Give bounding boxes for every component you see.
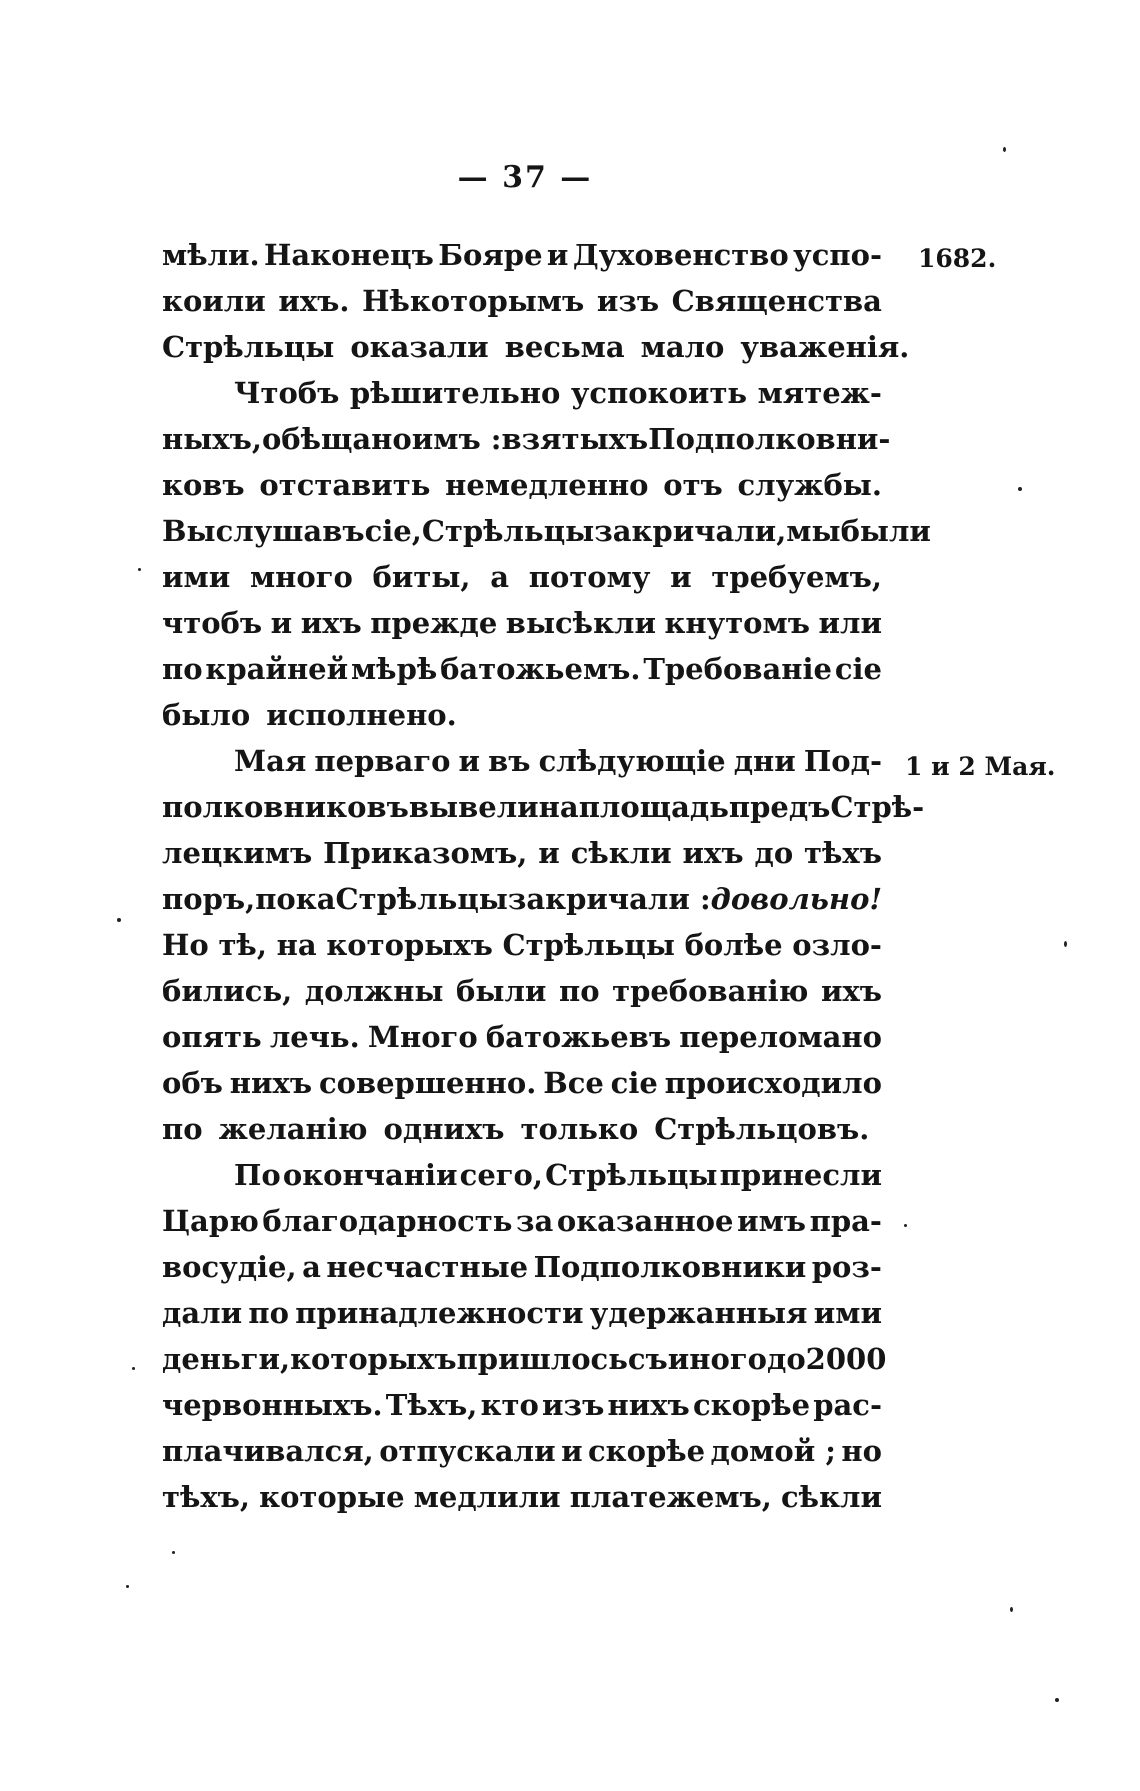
text-line: ныхъ, обѣщано имъ : взятыхъ Подполковни- — [162, 422, 891, 456]
text-line: полковниковъ вывели на площадь предъ Стрѣ- — [162, 790, 925, 824]
text-line: было исполнено. — [162, 698, 457, 732]
text-line: восудіе, а несчастные Подполковники роз- — [162, 1250, 882, 1284]
text-line: по желанію однихъ только Стрѣльцовъ. — [162, 1112, 870, 1146]
scan-speck — [138, 568, 141, 571]
text-line: Выслушавъ сіе, Стрѣльцы закричали, мы были — [162, 514, 931, 548]
text-line: Но тѣ, на которыхъ Стрѣльцы болѣе озло- — [162, 928, 882, 962]
scan-speck — [172, 1551, 175, 1554]
scan-speck — [1055, 1698, 1059, 1702]
scan-speck — [1018, 487, 1022, 491]
italic-word: довольно! — [710, 882, 883, 916]
scan-speck — [117, 918, 121, 922]
text-line: Мая перваго и въ слѣдующіе дни Под- — [234, 744, 882, 778]
text-line: ими много биты, а потому и требуемъ, — [162, 560, 882, 594]
text-line: плачивался, отпускали и скорѣе домой ; но — [162, 1434, 882, 1468]
text-line: бились, должны были по требованію ихъ — [162, 974, 882, 1008]
text-line: лецкимъ Приказомъ, и сѣкли ихъ до тѣхъ — [162, 836, 882, 870]
scan-speck — [132, 1367, 135, 1370]
text-line: Чтобъ рѣшительно успокоить мятеж- — [234, 376, 882, 410]
text-line: тѣхъ, которые медлили платежемъ, сѣкли — [162, 1480, 882, 1514]
body-text — [162, 238, 931, 1526]
text-line: по крайней мѣрѣ батожьемъ. Требованіе сіе — [162, 652, 882, 686]
scan-speck — [126, 1585, 129, 1588]
page-number: — 37 — — [457, 160, 593, 195]
scan-speck — [1010, 1607, 1013, 1612]
text-line: объ нихъ совершенно. Все сіе происходило — [162, 1066, 882, 1100]
text-line: Стрѣльцы оказали весьма мало уваженія. — [162, 330, 910, 364]
scan-speck — [1003, 147, 1006, 152]
text-line: деньги, которыхъ пришлось съ иного до 2000 — [162, 1342, 887, 1376]
text-line: коили ихъ. Нѣкоторымъ изъ Священства — [162, 284, 882, 318]
text-line: По окончаніи сего, Стрѣльцы принесли — [234, 1158, 882, 1192]
text-line: поръ, пока Стрѣльцы закричали : довольно! — [162, 882, 883, 916]
text-line: чтобъ и ихъ прежде высѣкли кнутомъ или — [162, 606, 882, 640]
scan-speck — [1064, 941, 1067, 947]
margin-note-date: 1 и 2 Мая. — [905, 752, 1056, 781]
text-line: Царю благодарность за оказанное имъ пра- — [162, 1204, 882, 1238]
text-line: мѣли. Наконецъ Бояре и Духовенство успо- — [162, 238, 882, 272]
text-line: червонныхъ. Тѣхъ, кто изъ нихъ скорѣе рас- — [162, 1388, 882, 1422]
text-line: дали по принадлежности удержанныя ими — [162, 1296, 882, 1330]
margin-note-year: 1682. — [918, 244, 997, 273]
text-line: ковъ отставить немедленно отъ службы. — [162, 468, 882, 502]
scan-speck — [904, 1224, 907, 1227]
text-line: опять лечь. Много батожьевъ переломано — [162, 1020, 882, 1054]
